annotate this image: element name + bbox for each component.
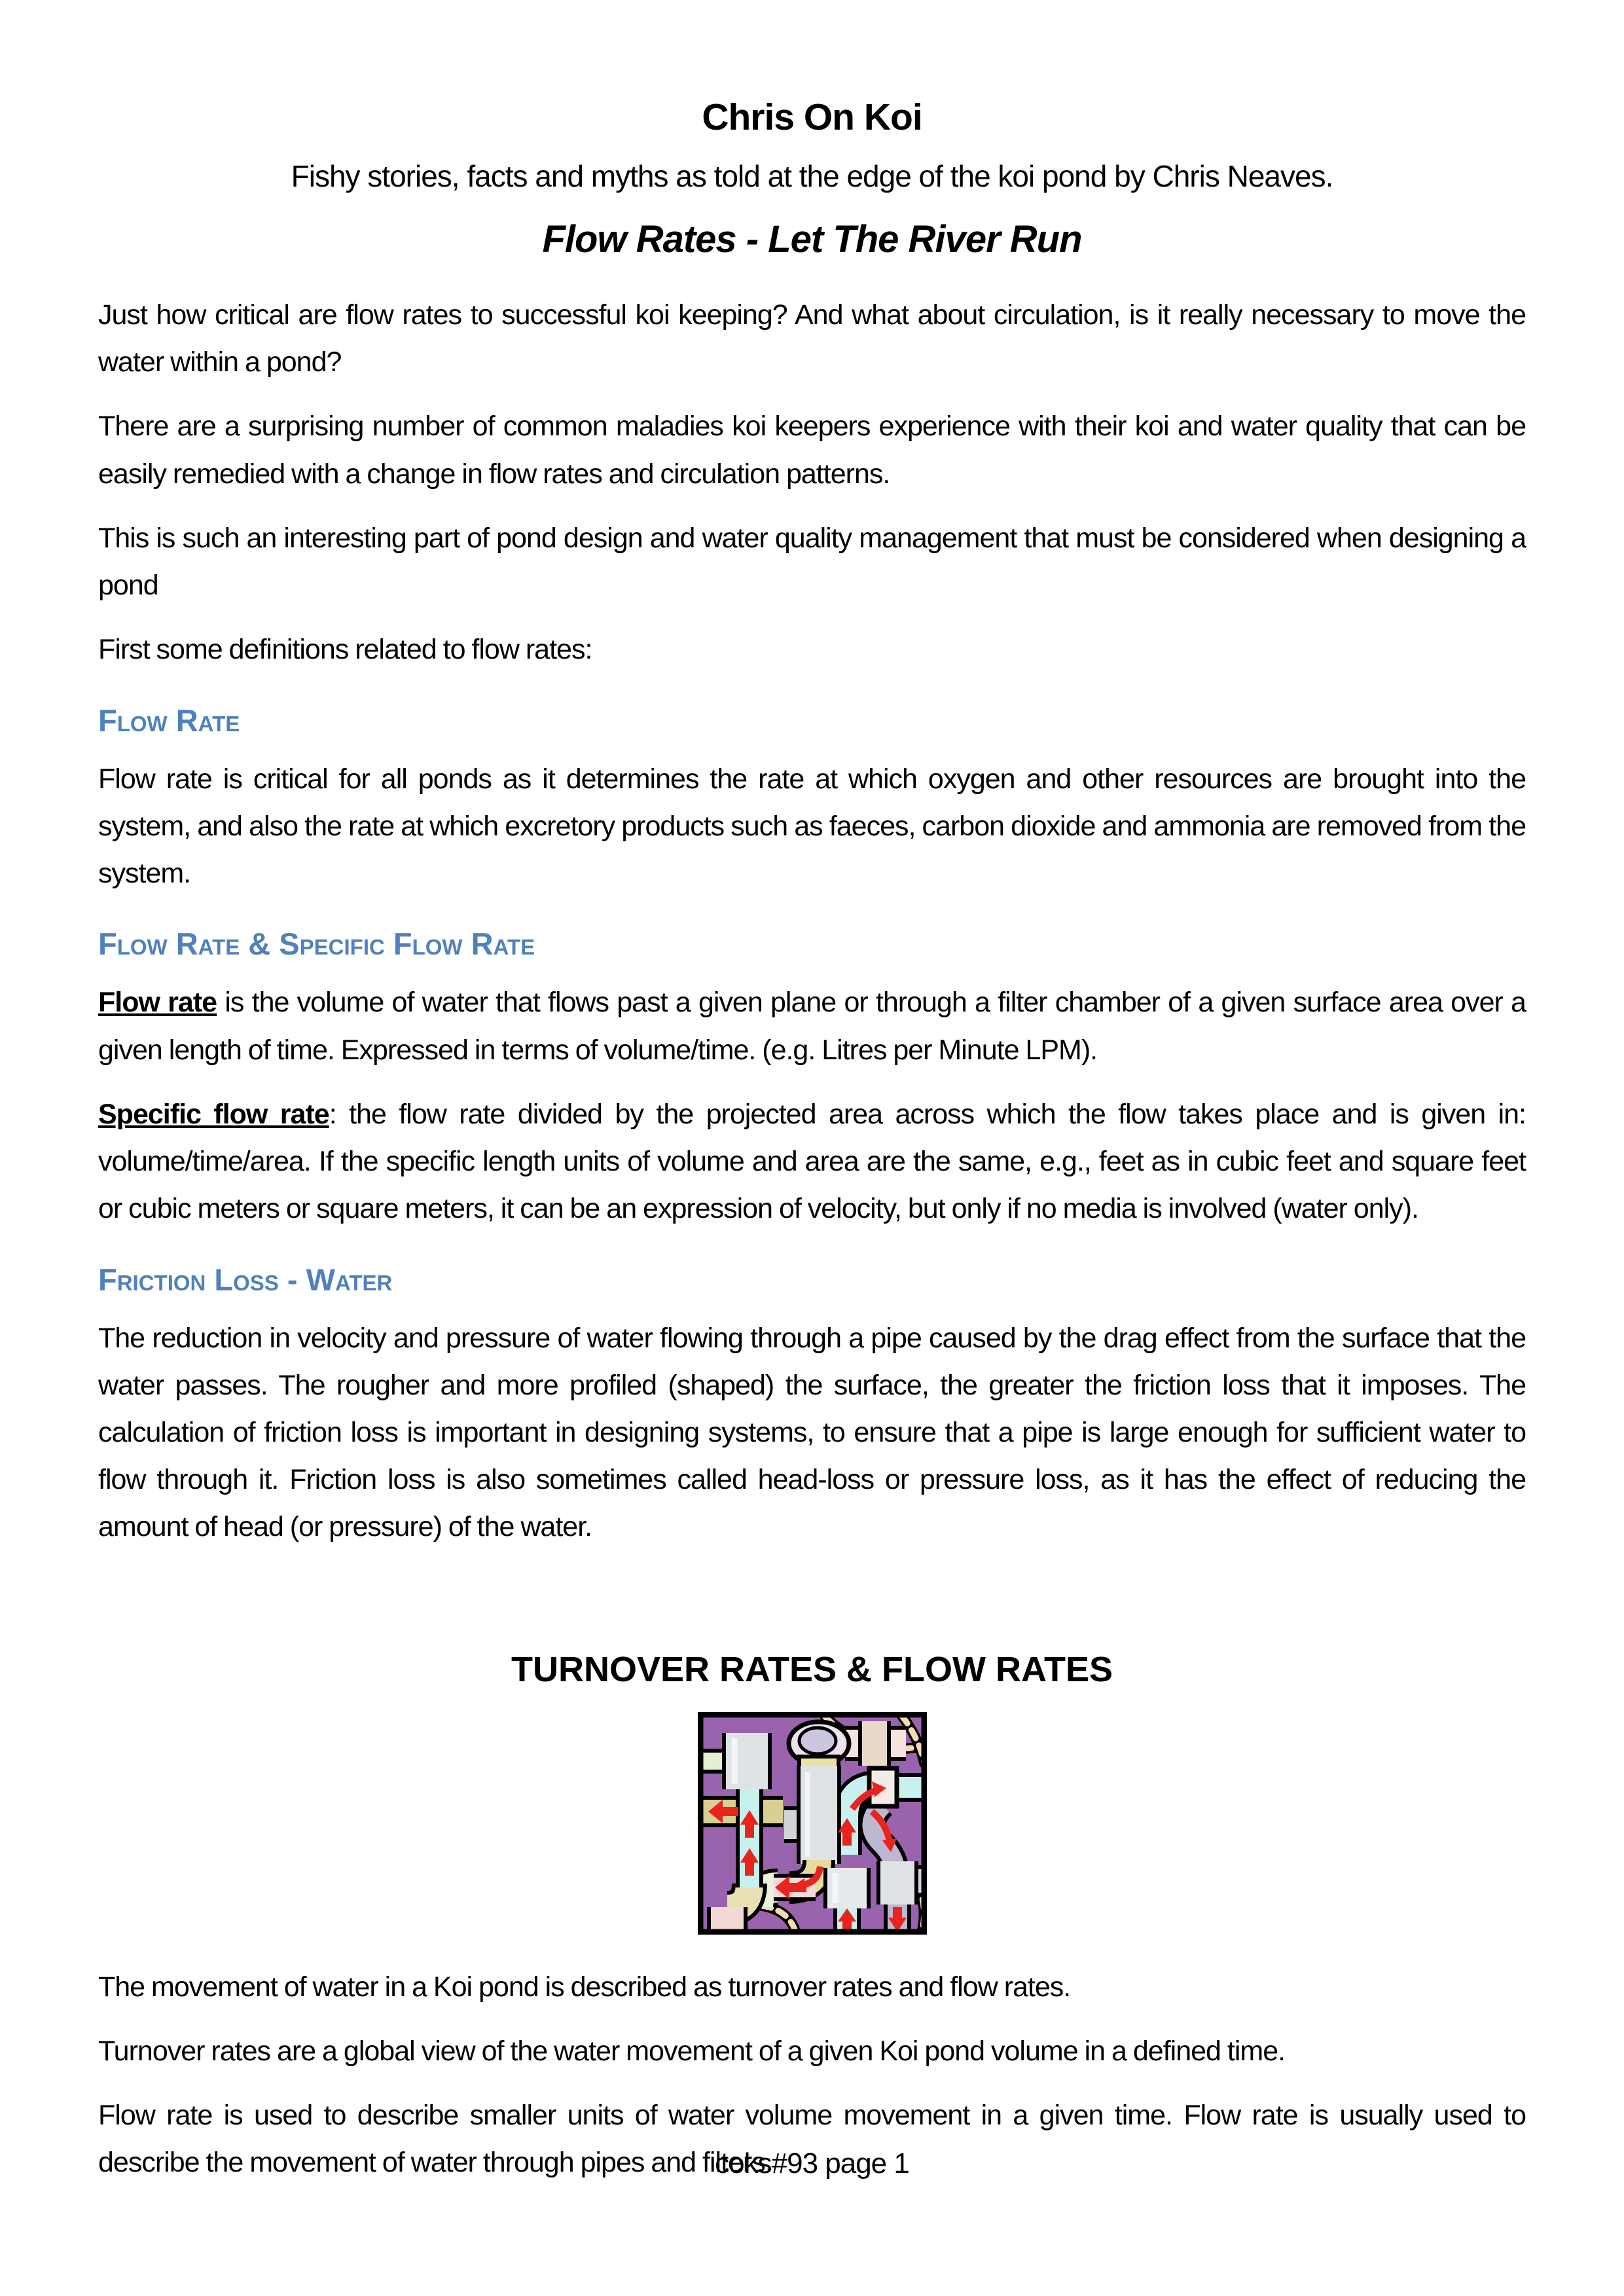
pipes-clipart-image xyxy=(698,1712,927,1935)
flow-rate-definition-text: is the volume of water that flows past a given plane or through a filter chamber of a given surface area over a given length of time. Expressed in terms of volume/time. (e.g. Litres per Minute LPM). xyxy=(98,987,1526,1066)
specific-flow-rate-definition-paragraph xyxy=(98,1091,1526,1233)
specific-flow-rate-term: Specific flow rate xyxy=(98,1098,329,1130)
flow-rate-definition-paragraph xyxy=(98,979,1526,1073)
turnover-rates-heading: TURNOVER RATES & FLOW RATES xyxy=(511,1649,1113,1689)
intro-paragraph-4: First some definitions related to flow rates: xyxy=(98,634,592,666)
section-heading-flow-rate: Flow Rate xyxy=(98,702,240,738)
page-title: Chris On Koi xyxy=(702,96,922,138)
turnover-paragraph-2: Turnover rates are a global view of the water movement of a given Koi pond volume in a defined time. xyxy=(98,2035,1286,2067)
friction-loss-paragraph: The reduction in velocity and pressure of water flowing through a pipe caused by the drag effect from the surface that the water passes. The rougher and more profiled (shaped) the surface, the greater the friction loss that it imposes. The calculation of friction loss is important in designing systems, to ensure that a pipe is large enough for sufficient water to flow through it. Friction loss is also sometimes called head-loss or pressure loss, as it has the effect of reducing the amount of head (or pressure) of the water. xyxy=(98,1322,1526,1543)
flow-rate-paragraph: Flow rate is critical for all ponds as it determines the rate at which oxygen and other resources are brought into the system, and also the rate at which excretory products such as faeces, carbon dioxide and ammonia are removed from the system. xyxy=(98,763,1526,890)
turnover-paragraph-3: Flow rate is used to describe smaller units of water volume movement in a given time. Flow rate is usually used to describe the movement of water through pipes and filters. xyxy=(98,2100,1526,2179)
page-subtitle: Fishy stories, facts and myths as told at the edge of the koi pond by Chris Neaves. xyxy=(291,159,1333,193)
article-title: Flow Rates - Let The River Run xyxy=(542,218,1082,261)
specific-flow-rate-definition-text: : the flow rate divided by the projected area across which the flow takes place and is given in: volume/time/area. If the specific length units of volume and area are the same, e.g., feet as in cubic feet and square feet or cubic meters or square meters, it can be an expression of velocity, but only if no media is involved (water only). xyxy=(98,1098,1526,1225)
intro-paragraph-1: Just how critical are flow rates to successful koi keeping? And what about circulation, is it really necessary to move the water within a pond? xyxy=(98,299,1526,378)
section-heading-flow-rate-specific: Flow Rate & Specific Flow Rate xyxy=(98,926,535,962)
intro-paragraph-2: There are a surprising number of common maladies koi keepers experience with their koi and water quality that can be easily remedied with a change in flow rates and circulation patterns. xyxy=(98,410,1526,490)
flow-rate-term: Flow rate xyxy=(98,987,217,1019)
pipes-illustration xyxy=(698,1712,927,1935)
page-footer: coks#93 page 1 xyxy=(715,2147,909,2179)
section-heading-friction-loss: Friction Loss - Water xyxy=(98,1262,393,1297)
intro-paragraph-3: This is such an interesting part of pond design and water quality management that must be considered when designing a pond xyxy=(98,522,1526,602)
turnover-paragraph-1: The movement of water in a Koi pond is described as turnover rates and flow rates. xyxy=(98,1971,1071,2003)
